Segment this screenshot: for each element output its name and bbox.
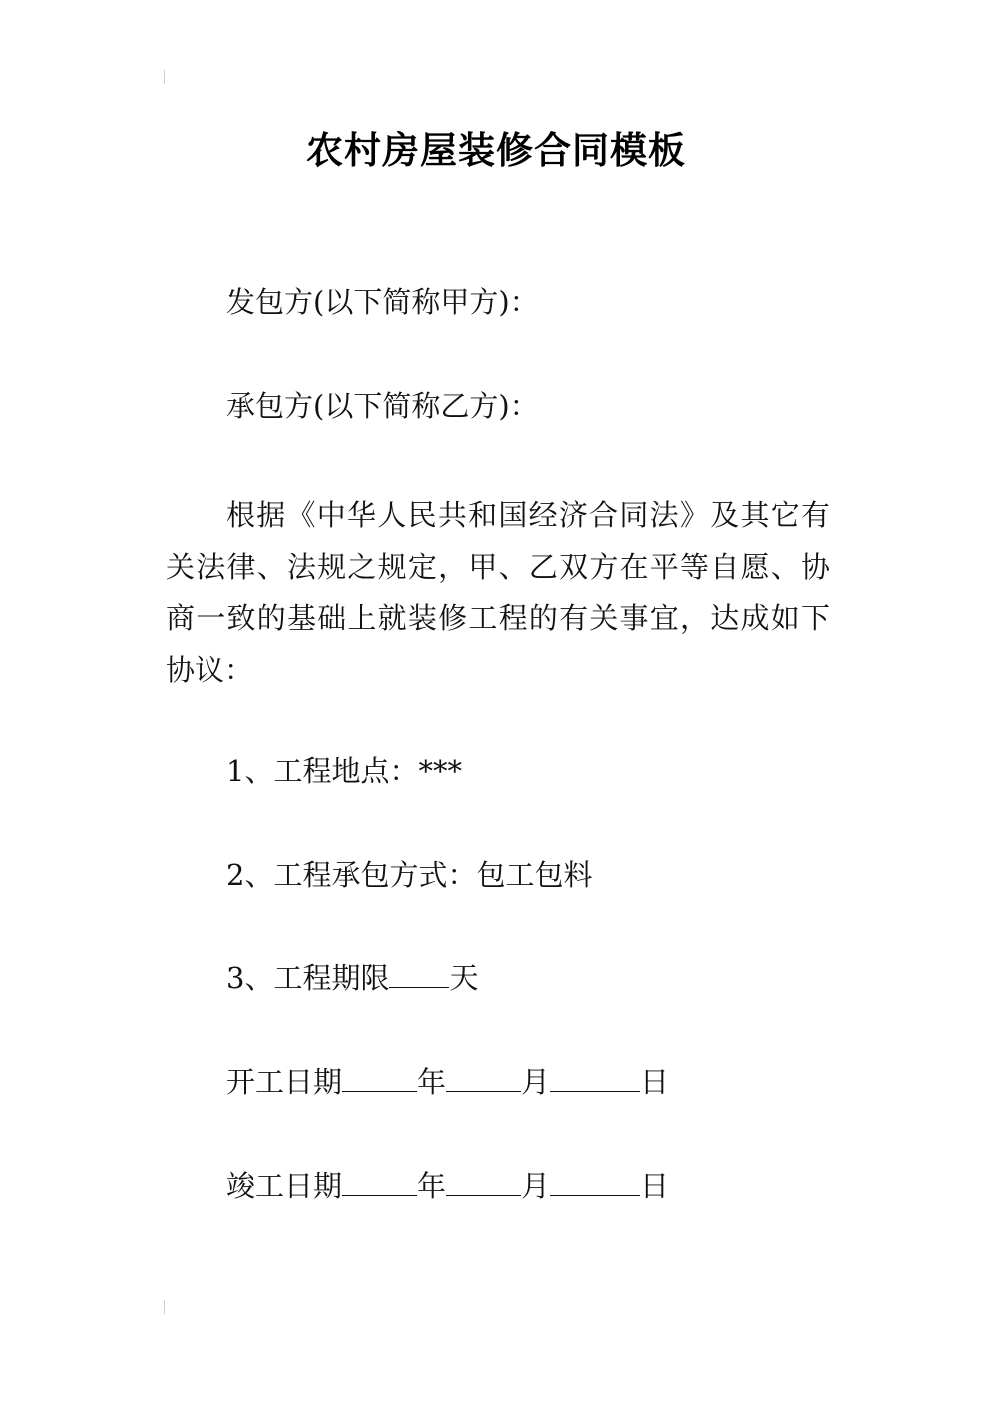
start-year-unit: 年 xyxy=(417,1065,447,1099)
end-month-unit: 月 xyxy=(521,1169,551,1203)
start-day-blank[interactable] xyxy=(550,1065,640,1092)
start-date-label: 开工日期 xyxy=(226,1065,343,1099)
clause-period xyxy=(226,960,478,996)
corner-mark-bottom xyxy=(164,1300,165,1314)
end-year-blank[interactable] xyxy=(342,1169,417,1196)
start-year-blank[interactable] xyxy=(342,1065,417,1092)
document-title: 农村房屋装修合同模板 xyxy=(306,129,686,172)
period-label: 3、工程期限 xyxy=(226,961,390,995)
start-month-unit: 月 xyxy=(521,1065,551,1099)
period-blank[interactable] xyxy=(389,961,449,988)
end-year-unit: 年 xyxy=(417,1169,447,1203)
start-day-unit: 日 xyxy=(640,1065,670,1099)
end-date-label: 竣工日期 xyxy=(226,1169,343,1203)
party-b-line: 承包方(以下简称乙方)： xyxy=(226,389,539,423)
start-month-blank[interactable] xyxy=(446,1065,521,1092)
corner-mark-top xyxy=(164,70,165,84)
period-unit: 天 xyxy=(449,961,479,995)
end-day-blank[interactable] xyxy=(550,1169,640,1196)
clause-method: 2、工程承包方式：包工包料 xyxy=(226,858,593,892)
end-date-line xyxy=(226,1168,669,1204)
clause-location: 1、工程地点：*** xyxy=(226,754,462,788)
preamble-paragraph: 根据《中华人民共和国经济合同法》及其它有关法律、法规之规定，甲、乙双方在平等自愿、协商一致的基础上就装修工程的有关事宜，达成如下协议： xyxy=(166,498,830,687)
start-date-line xyxy=(226,1064,669,1100)
party-a-line: 发包方(以下简称甲方)： xyxy=(226,285,539,319)
end-month-blank[interactable] xyxy=(446,1169,521,1196)
end-day-unit: 日 xyxy=(640,1169,670,1203)
